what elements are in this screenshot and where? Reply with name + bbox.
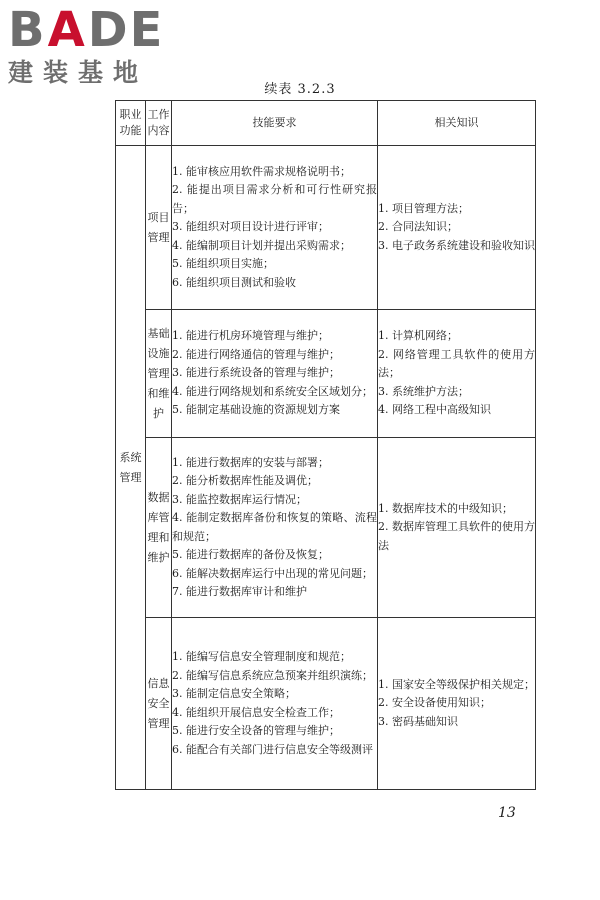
skill-item: 5. 能制定基础设施的资源规划方案: [172, 403, 340, 417]
skill-item: 7. 能进行数据库审计和维护: [172, 585, 307, 598]
skill-item: 2. 能进行网络通信的管理与维护；: [172, 347, 340, 361]
knowledge-item: 2. 合同法知识；: [378, 220, 458, 234]
skill-item: 3. 能进行系统设备的管理与维护；: [172, 366, 340, 380]
skill-item: 2. 能分析数据库性能及调优；: [172, 474, 318, 487]
knowledge-item: 1. 数据库技术的中级知识；: [378, 501, 513, 515]
skill-item: 1. 能审核应用软件需求规格说明书；: [172, 164, 351, 178]
logo-letters-post: DE: [87, 2, 165, 58]
knowledge-item: 1. 计算机网络；: [378, 329, 458, 343]
logo-accent-letter: A: [47, 2, 87, 58]
content-cell: 数据库管理和维护: [146, 438, 172, 618]
skill-item: 4. 能制定数据库备份和恢复的策略、流程和规范；: [172, 511, 377, 543]
table-row: [116, 310, 536, 438]
knowledge-item: 3. 电子政务系统建设和验收知识: [378, 238, 535, 252]
knowledge-cell: [378, 438, 536, 618]
skills-cell: [172, 146, 378, 310]
table-header-row: [116, 101, 536, 146]
knowledge-item: 2. 安全设备使用知识；: [378, 696, 491, 710]
logo-wordmark: [8, 2, 165, 58]
logo-letters-pre: B: [8, 2, 47, 58]
function-cell: 系统管理: [116, 146, 146, 790]
brand-logo: [8, 2, 165, 88]
knowledge-item: 2. 网络管理工具软件的使用方法；: [378, 347, 535, 380]
logo-subtitle: 建装基地: [8, 58, 149, 87]
skills-cell: [172, 310, 378, 438]
skill-item: 6. 能配合有关部门进行信息安全等级测评: [172, 742, 373, 756]
skill-item: 5. 能进行安全设备的管理与维护；: [172, 724, 340, 737]
skill-item: 2. 能提出项目需求分析和可行性研究报告；: [172, 183, 377, 215]
table-caption: 续表 3.2.3: [264, 82, 336, 97]
page-number: 13: [498, 805, 516, 821]
knowledge-item: 3. 系统维护方法；: [378, 384, 469, 398]
knowledge-item: 2. 数据库管理工具软件的使用方法: [378, 520, 535, 552]
skill-item: 1. 能进行机房环境管理与维护；: [172, 329, 329, 343]
skill-item: 4. 能组织开展信息安全检查工作；: [172, 705, 340, 719]
skill-item: 3. 能制定信息安全策略；: [172, 687, 296, 700]
knowledge-cell: [378, 146, 536, 310]
skill-item: 2. 能编写信息系统应急预案并组织演练；: [172, 668, 373, 682]
knowledge-cell: [378, 310, 536, 438]
skills-cell: [172, 618, 378, 790]
skills-cell: [172, 438, 378, 618]
knowledge-item: 1. 项目管理方法；: [378, 201, 469, 215]
content-cell: 项目管理: [146, 146, 172, 310]
skill-item: 3. 能组织对项目设计进行评审；: [172, 220, 329, 234]
skill-item: 1. 能编写信息安全管理制度和规范；: [172, 650, 351, 663]
skill-item: 3. 能监控数据库运行情况；: [172, 492, 307, 506]
skill-item: 5. 能进行数据库的备份及恢复；: [172, 548, 329, 561]
skill-item: 1. 能进行数据库的安装与部署；: [172, 455, 329, 469]
header-skills: 技能要求: [172, 101, 378, 146]
knowledge-item: 3. 密码基础知识: [378, 714, 458, 728]
table-row: [116, 146, 536, 310]
skill-item: 4. 能编制项目计划并提出采购需求；: [172, 238, 351, 252]
skill-item: 6. 能组织项目测试和验收: [172, 275, 296, 289]
skill-item: 6. 能解决数据库运行中出现的常见问题；: [172, 566, 373, 580]
knowledge-item: 1. 国家安全等级保护相关规定；: [378, 677, 535, 691]
skill-item: 5. 能组织项目实施；: [172, 257, 274, 271]
table-row: [116, 438, 536, 618]
table-row: [116, 618, 536, 790]
content-cell: 信息安全管理: [146, 618, 172, 790]
header-content: 工作内容: [146, 101, 172, 146]
knowledge-item: 4. 网络工程中高级知识: [378, 403, 491, 417]
knowledge-cell: [378, 618, 536, 790]
content-cell: 基础设施管理和维护: [146, 310, 172, 438]
skills-table: [115, 100, 536, 790]
header-knowledge: 相关知识: [378, 101, 536, 146]
header-function: 职业功能: [116, 101, 146, 146]
skill-item: 4. 能进行网络规划和系统安全区域划分；: [172, 384, 373, 398]
